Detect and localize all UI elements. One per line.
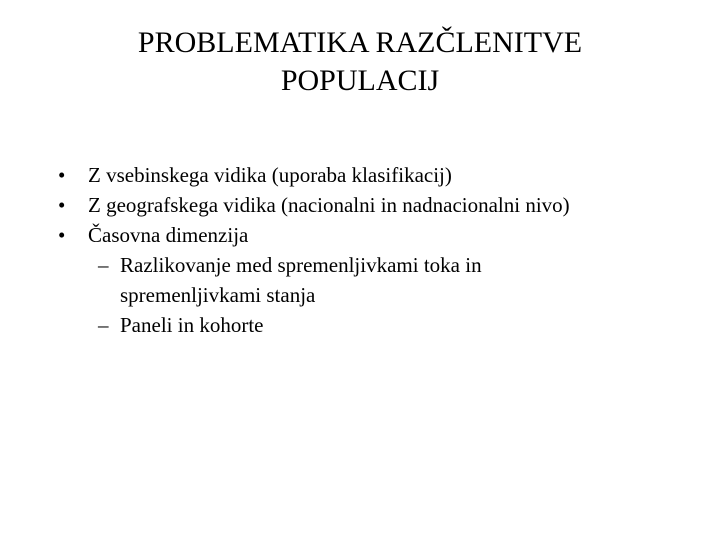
bullet-item — [58, 220, 698, 250]
bullet-dot-icon: • — [58, 163, 66, 187]
sub-bullet-item — [58, 250, 698, 310]
sub-bullet-list — [58, 250, 698, 340]
bullet-dot-icon: • — [58, 223, 66, 247]
sub-bullet-text: Paneli in kohorte — [120, 313, 264, 337]
sub-bullet-item — [58, 310, 698, 340]
dash-icon: – — [98, 313, 109, 337]
slide-title — [60, 24, 660, 100]
dash-icon: – — [98, 253, 109, 277]
bullet-item — [58, 160, 698, 190]
bullet-item — [58, 190, 698, 220]
slide-title-line-2: POPULACIJ — [280, 64, 440, 97]
bullet-text: Z vsebinskega vidika (uporaba klasifikacij) — [88, 163, 452, 187]
sub-bullet-text: Razlikovanje med spremenljivkami toka in spremenljivkami stanja — [120, 253, 482, 307]
slide-body — [58, 160, 698, 340]
bullet-list — [58, 160, 698, 250]
bullet-text: Z geografskega vidika (nacionalni in nadnacionalni nivo) — [88, 193, 570, 217]
bullet-text: Časovna dimenzija — [88, 223, 249, 247]
bullet-dot-icon: • — [58, 193, 66, 217]
slide-title-line-1: PROBLEMATIKA RAZČLENITVE — [137, 26, 583, 59]
